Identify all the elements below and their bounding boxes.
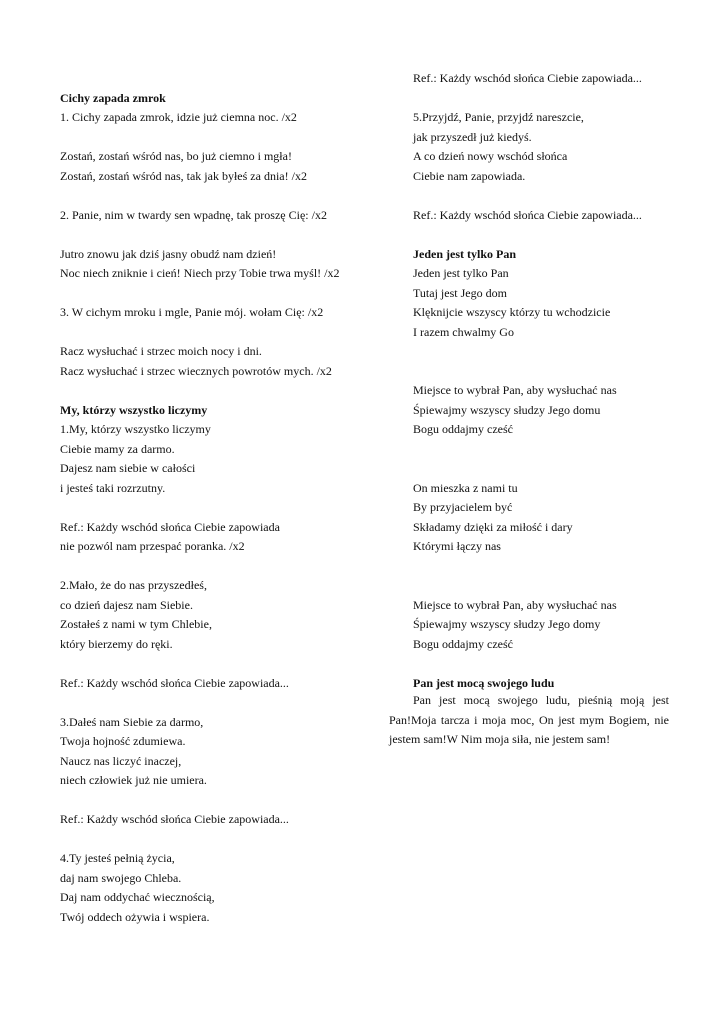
text-line: Racz wysłuchać i strzec moich nocy i dni. [60,344,262,358]
blank-line [60,69,390,89]
text-line: Tutaj jest Jego dom [413,285,507,300]
text-line: Ref.: Każdy wschód słońca Ciebie zapowiada... [413,71,642,85]
text-line: Ref.: Każdy wschód słońca Ciebie zapowiada... [60,812,289,826]
text-line: 2.Mało, że do nas przyszedłeś, [60,578,207,592]
blank-line [60,498,390,518]
text-line: 5.Przyjdź, Panie, przyjdź nareszcie, [413,110,584,124]
text-line: Twój oddech ożywia i wspiera. [60,909,210,924]
blank-line [60,557,390,577]
blank-line [413,186,703,206]
text-line: Zostań, zostań wśród nas, tak jak byłeś za dnia! /x2 [60,168,307,183]
text-line: Racz wysłuchać i strzec wiecznych powrotów mych. /x2 [60,363,332,378]
text-line: Ref.: Każdy wschód słońca Ciebie zapowiada... [60,675,289,690]
blank-line [60,830,390,850]
text-line: Bogu oddajmy cześć [413,636,513,651]
left-column [60,69,390,927]
blank-line [60,186,390,206]
song-title: Cichy zapada zmrok [60,90,166,105]
song-title: Jeden jest tylko Pan [413,246,516,261]
song-title: Pan jest mocą swojego ludu [413,675,555,690]
blank-line [413,576,703,596]
blank-line [60,323,390,343]
text-line: 3.Dałeś nam Siebie za darmo, [60,714,204,729]
text-line: 1.My, którzy wszystko liczymy [60,422,211,436]
blank-line [413,654,703,674]
text-line: Klęknijcie wszyscy którzy tu wchodzicie [413,305,611,319]
blank-line [413,362,703,382]
text-line: i jesteś taki rozrzutny. [60,480,166,495]
text-line: Śpiewajmy wszyscy słudzy Jego domu [413,402,601,417]
text-line: Naucz nas liczyć inaczej, [60,753,182,768]
text-line: 1. Cichy zapada zmrok, idzie już ciemna noc. /x2 [60,110,297,124]
text-line: A co dzień nowy wschód słońca [413,149,568,163]
text-line: co dzień dajesz nam Siebie. [60,597,193,612]
text-line: Ref.: Każdy wschód słońca Ciebie zapowiada [60,519,280,534]
text-line: Bogu oddajmy cześć [413,422,513,436]
text-line: Ciebie mamy za darmo. [60,441,175,456]
blank-line [413,459,703,479]
text-line: Ciebie nam zapowiada. [413,168,526,183]
blank-line [60,128,390,148]
blank-line [413,440,703,460]
text-line: 4.Ty jesteś pełnią życia, [60,851,175,865]
text-line: Noc niech zniknie i cień! Niech przy Tobie trwa myśl! /x2 [60,266,340,280]
text-line: Daj nam oddychać wiecznością, [60,890,215,904]
right-column [413,69,703,693]
text-line: Jutro znowu jak dziś jasny obudź nam dzień! [60,246,277,261]
text-line: Dajesz nam siebie w całości [60,461,196,475]
text-line: Twoja hojność zdumiewa. [60,734,186,748]
blank-line [413,225,703,245]
text-line: Składamy dzięki za miłość i dary [413,519,573,534]
blank-line [60,693,390,713]
song-paragraph: Pan jest mocą swojego ludu, pieśnią moją jest Pan!Moja tarcza i moja moc, On jest mym Bogiem, nie jestem sam!W Nim moja siła, nie jestem sam! [389,693,669,746]
text-line: By przyjacielem być [413,500,513,514]
text-line: On mieszka z nami tu [413,480,518,495]
blank-line [60,381,390,401]
text-line: który bierzemy do ręki. [60,636,173,651]
blank-line [413,557,703,577]
text-line: Miejsce to wybrał Pan, aby wysłuchać nas [413,383,617,397]
song-title: My, którzy wszystko liczymy [60,402,208,417]
text-line: I razem chwalmy Go [413,324,514,339]
blank-line [60,225,390,245]
text-line: 3. W cichym mroku i mgle, Panie mój. wołam Cię: /x2 [60,305,324,319]
text-line: Zostań, zostań wśród nas, bo już ciemno i mgła! [60,149,292,163]
text-line: Śpiewajmy wszyscy słudzy Jego domy [413,617,601,631]
blank-line [60,654,390,674]
text-line: niech człowiek już nie umiera. [60,773,207,787]
text-line: Ref.: Każdy wschód słońca Ciebie zapowiada... [413,207,642,222]
blank-line [413,342,703,362]
text-line: Którymi łączy nas [413,539,501,553]
text-line: Jeden jest tylko Pan [413,266,509,280]
text-line: daj nam swojego Chleba. [60,870,182,885]
text-line: nie pozwól nam przespać poranka. /x2 [60,539,245,553]
text-line: Miejsce to wybrał Pan, aby wysłuchać nas [413,597,617,612]
text-line: Zostałeś z nami w tym Chlebie, [60,617,212,631]
blank-line [413,89,703,109]
blank-line [60,284,390,304]
text-line: 2. Panie, nim w twardy sen wpadnę, tak proszę Cię: /x2 [60,207,327,222]
text-line: jak przyszedł już kiedyś. [413,129,532,144]
blank-line [60,791,390,811]
